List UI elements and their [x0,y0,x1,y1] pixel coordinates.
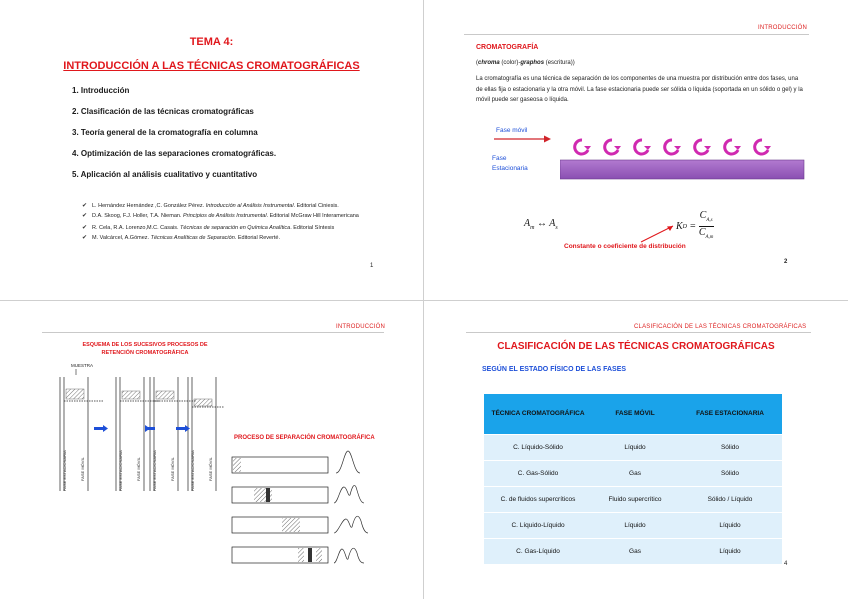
column-header: TÉCNICA CROMATOGRÁFICA [484,394,592,434]
table-cell: Líquido [592,434,678,460]
toc-item: 1. Introducción [72,86,130,95]
table-cell: C. Líquido-Líquido [484,512,592,538]
reference-item: ✔ D.A. Skoog, F.J. Holler, T.A. Nieman. Principios de Análisis Instrumental. Editorial McGraw Hill Interamericana [82,213,359,219]
pointer-arrow-icon [639,222,679,244]
table-cell: Gas [592,460,678,486]
slide-4-subtitle: SEGÚN EL ESTADO FÍSICO DE LAS FASES [482,366,627,373]
chromatography-diagram [560,134,805,182]
slide-header: CLASIFICACIÓN DE LAS TÉCNICAS CROMATOGRÁFICAS [634,324,807,330]
fase-estacionaria-label: Fase Estacionaria [492,155,528,172]
slide-4 [424,301,848,599]
table-cell: Líquido [678,512,782,538]
fase-estacionaria-vlabel: FASE ESTACIONARIA [118,450,123,491]
slide-3 [0,301,423,599]
checkmark-icon: ✔ [82,225,88,231]
page-number: 1 [370,263,374,269]
fase-movil-vlabel: FASE MÓVIL [136,457,141,481]
page-number: 2 [784,259,788,265]
table-cell: C. de fluidos supercríticos [484,486,592,512]
toc-item: 4. Optimización de las separaciones cromatográficas. [72,149,277,158]
slide-4-title: CLASIFICACIÓN DE LAS TÉCNICAS CROMATOGRÁFICAS [497,341,775,352]
toc-item: 2. Clasificación de las técnicas cromatográficas [72,107,254,116]
checkmark-icon: ✔ [82,203,88,209]
fase-estacionaria-vlabel: FASE ESTACIONARIA [152,450,157,491]
fase-estacionaria-vlabel: FASE ESTACIONARIA [190,450,195,491]
table-cell: C. Líquido-Sólido [484,434,592,460]
constante-label: Constante o coeficiente de distribución [564,243,686,250]
table-row [484,538,782,564]
slide-header: INTRODUCCIÓN [758,25,808,31]
fase-movil-vlabel: FASE MÓVIL [80,457,85,481]
reference-item: ✔ R. Cela, R.A. Lorenzo,M.C. Casais. Técnicas de separación en Química Analítica. Editorial Síntesis [82,225,335,231]
table-cell: Líquido [592,512,678,538]
definition-paragraph: La cromatografía es una técnica de separación de los componentes de una muestra por distribución entre dos fases, una de ellas fija o estacionaria y la otra móvil. La fase estacionaria puede ser sólida o líquida (soportada en un sólido o gel) y la móvil puede ser gaseosa o líquida. [476,76,803,103]
table-row [484,512,782,538]
table-cell: Fluido supercrítico [592,486,678,512]
mobile-phase-swirls [575,140,771,154]
header-rule [466,332,811,333]
toc-item: 5. Aplicación al análisis cualitativo y cuantitativo [72,170,258,179]
esquema-heading: ESQUEMA DE LOS SUCESIVOS PROCESOS DE RETENCIÓN CROMATOGRÁFICA [82,342,208,356]
slide-1 [0,0,423,300]
distribution-constant-formula: K D = $\frac{C_{A,s}}{C_{A,m}}$ [676,210,714,240]
bibliography-list [82,203,382,245]
separation-process-diagram [228,449,388,567]
page-number: 4 [784,561,788,567]
table-cell: Sólido [678,434,782,460]
etymology: (chroma (color)-graphos (escritura)) [476,60,575,66]
proceso-heading: PROCESO DE SEPARACIÓN CROMATOGRÁFICA [234,435,375,441]
header-rule [464,34,809,35]
table-cell: Sólido [678,460,782,486]
column-header: FASE MÓVIL [592,394,678,434]
reference-item: ✔ M. Valcárcel, A.Gómez. Técnicas Analíticas de Separación. Editorial Reverté. [82,235,281,241]
table-of-contents [72,86,276,191]
fase-movil-vlabel: FASE MÓVIL [208,457,213,481]
tema-heading: TEMA 4: [189,36,234,48]
table-cell: Gas [592,538,678,564]
header-rule [42,332,384,333]
flow-arrow-icon [492,134,552,144]
stationary-phase-bar [560,160,804,179]
table-row [484,434,782,460]
slide-1-title: INTRODUCCIÓN A LAS TÉCNICAS CROMATOGRÁFICAS [63,60,360,72]
table-cell: C. Gas-Líquido [484,538,592,564]
toc-item: 3. Teoría general de la cromatografía en columna [72,128,258,137]
checkmark-icon: ✔ [82,213,88,219]
table-cell: Sólido / Líquido [678,486,782,512]
table-row [484,486,782,512]
table-row [484,460,782,486]
reference-item: ✔ L. Hernández Hernández ,C. González Pérez. Introducción al Análisis Instrumental. Editorial Ciniesis. [82,203,339,209]
table-header-row [484,394,782,434]
slide-header: INTRODUCCIÓN [336,324,386,330]
muestra-label: MUESTRA [71,363,94,368]
column-header: FASE ESTACIONARIA [678,394,782,434]
fase-movil-label: Fase móvil [496,127,528,134]
equilibrium-equation: $A_m$ ↔ $A_s$ [524,218,558,231]
fase-estacionaria-vlabel: FASE ESTACIONARIA [62,450,67,491]
table-cell: Líquido [678,538,782,564]
classification-table [484,394,782,564]
cromatografia-heading: CROMATOGRAFÍA [476,44,539,51]
checkmark-icon: ✔ [82,235,88,241]
slide-2 [424,0,848,300]
table-cell: C. Gas-Sólido [484,460,592,486]
fase-movil-vlabel: FASE MÓVIL [170,457,175,481]
